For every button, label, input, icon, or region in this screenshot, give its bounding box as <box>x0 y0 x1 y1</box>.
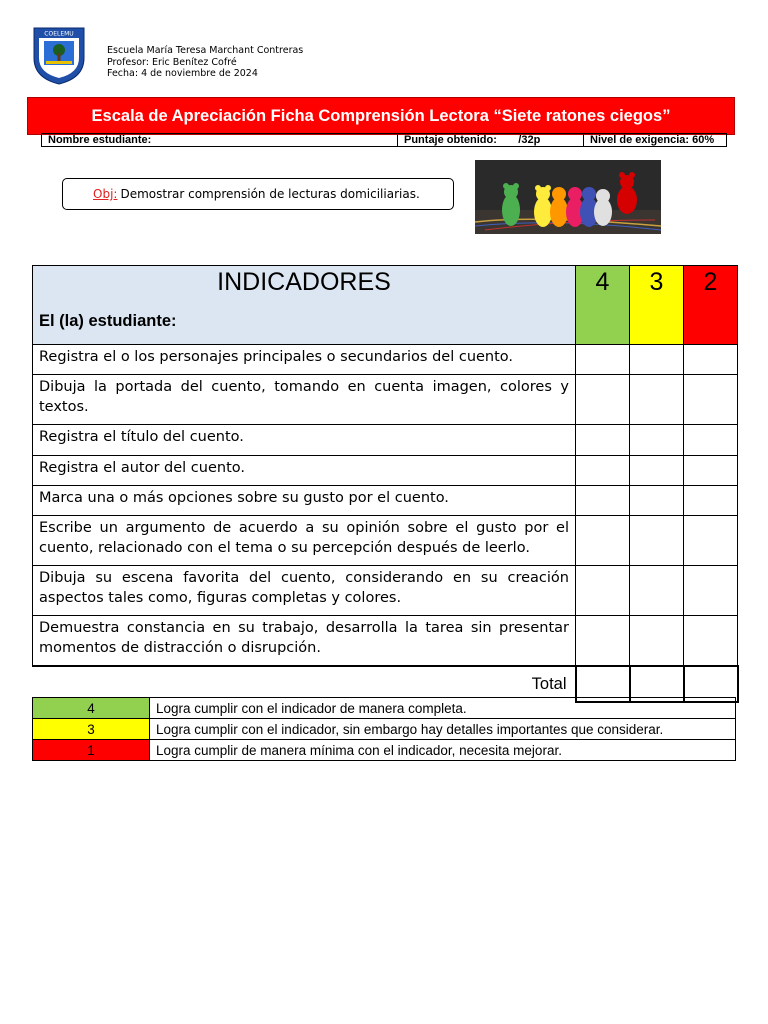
score-cell-4[interactable] <box>576 566 630 616</box>
score-cell-2[interactable] <box>684 425 738 456</box>
legend-text: Logra cumplir de manera mínima con el indicador, necesita mejorar. <box>150 740 736 761</box>
mouse-white <box>594 189 612 226</box>
student-name-label: Nombre estudiante: <box>48 134 152 146</box>
score-label: Puntaje obtenido: <box>404 134 497 146</box>
score-cell-2[interactable] <box>684 345 738 375</box>
svg-text:COELEMU: COELEMU <box>44 30 74 38</box>
score-cell-3[interactable] <box>630 456 684 486</box>
seven-mice-illustration <box>475 160 661 234</box>
indicators-header-cell <box>33 266 576 345</box>
mouse-orange <box>550 187 568 227</box>
mouse-yellow <box>534 185 552 227</box>
level-header-2: 2 <box>684 266 738 345</box>
requirement-label: Nivel de exigencia: 60% <box>590 134 715 146</box>
indicator-text: Marca una o más opciones sobre su gusto por el cuento. <box>33 486 576 516</box>
indicator-text: Demuestra constancia en su trabajo, desarrolla la tarea sin presentar momentos de distracción o disrupción. <box>33 616 576 666</box>
level-header-4: 4 <box>576 266 630 345</box>
legend-row <box>33 740 736 761</box>
score-cell-2[interactable] <box>684 456 738 486</box>
indicator-text: Registra el título del cuento. <box>33 425 576 456</box>
page-title: Escala de Apreciación Ficha Comprensión Lectora “Siete ratones ciegos” <box>91 106 671 125</box>
legend-level: 3 <box>33 719 150 740</box>
score-cell-2[interactable] <box>684 486 738 516</box>
table-header-row <box>33 266 738 345</box>
document-date: Fecha: 4 de noviembre de 2024 <box>107 68 258 79</box>
indicators-title: INDICADORES <box>217 268 391 296</box>
score-cell-3[interactable] <box>630 516 684 566</box>
student-info-row <box>41 133 727 147</box>
score-cell-3[interactable] <box>630 425 684 456</box>
table-row <box>33 375 738 425</box>
table-row <box>33 516 738 566</box>
score-cell-4[interactable] <box>576 375 630 425</box>
indicator-text: Registra el o los personajes principales o secundarios del cuento. <box>33 345 576 375</box>
mouse-green <box>502 183 520 226</box>
total-label: Total <box>33 666 576 702</box>
score-cell-2[interactable] <box>684 566 738 616</box>
score-cell-4[interactable] <box>576 486 630 516</box>
legend-table <box>32 697 736 761</box>
score-cell-3[interactable] <box>630 566 684 616</box>
teacher-name: Profesor: Eric Benítez Cofré <box>107 56 237 68</box>
score-cell-4[interactable] <box>576 425 630 456</box>
legend-level: 4 <box>33 698 150 719</box>
score-cell-3[interactable] <box>630 616 684 666</box>
indicators-table <box>32 265 739 703</box>
legend-level: 1 <box>33 740 150 761</box>
score-cell-3[interactable] <box>630 486 684 516</box>
legend-row <box>33 698 736 719</box>
score-field[interactable] <box>398 134 584 146</box>
score-cell-2[interactable] <box>684 375 738 425</box>
legend-text: Logra cumplir con el indicador, sin embargo hay detalles importantes que considerar. <box>150 719 736 740</box>
legend-text: Logra cumplir con el indicador de manera completa. <box>150 698 736 719</box>
indicator-text: Escribe un argumento de acuerdo a su opinión sobre el gusto por el cuento, relacionado con el tema o su percepción después de leerlo. <box>33 516 576 566</box>
score-cell-4[interactable] <box>576 616 630 666</box>
table-row <box>33 456 738 486</box>
requirement-field <box>584 134 726 146</box>
school-info <box>107 45 303 80</box>
legend-row <box>33 719 736 740</box>
score-cell-2[interactable] <box>684 516 738 566</box>
score-cell-4[interactable] <box>576 345 630 375</box>
level-header-3: 3 <box>630 266 684 345</box>
student-name-field[interactable] <box>42 134 398 146</box>
objective-label: Obj: <box>93 187 118 201</box>
score-cell-3[interactable] <box>630 345 684 375</box>
score-cell-4[interactable] <box>576 516 630 566</box>
score-cell-3[interactable] <box>630 375 684 425</box>
title-banner <box>27 97 735 135</box>
table-row <box>33 345 738 375</box>
table-row <box>33 616 738 666</box>
school-crest-logo <box>30 26 88 86</box>
score-value: /32p <box>518 134 541 146</box>
objective-text: Demostrar comprensión de lecturas domiciliarias. <box>120 187 420 201</box>
table-row <box>33 566 738 616</box>
score-cell-2[interactable] <box>684 616 738 666</box>
score-cell-4[interactable] <box>576 456 630 486</box>
table-row <box>33 425 738 456</box>
objective-box <box>62 178 454 210</box>
indicator-text: Registra el autor del cuento. <box>33 456 576 486</box>
table-row <box>33 486 738 516</box>
indicators-subtitle: El (la) estudiante: <box>39 312 177 330</box>
indicator-text: Dibuja la portada del cuento, tomando en cuenta imagen, colores y textos. <box>33 375 576 425</box>
indicator-text: Dibuja su escena favorita del cuento, considerando en su creación aspectos tales como, figuras completas y colores. <box>33 566 576 616</box>
school-name: Escuela María Teresa Marchant Contreras <box>107 45 304 56</box>
